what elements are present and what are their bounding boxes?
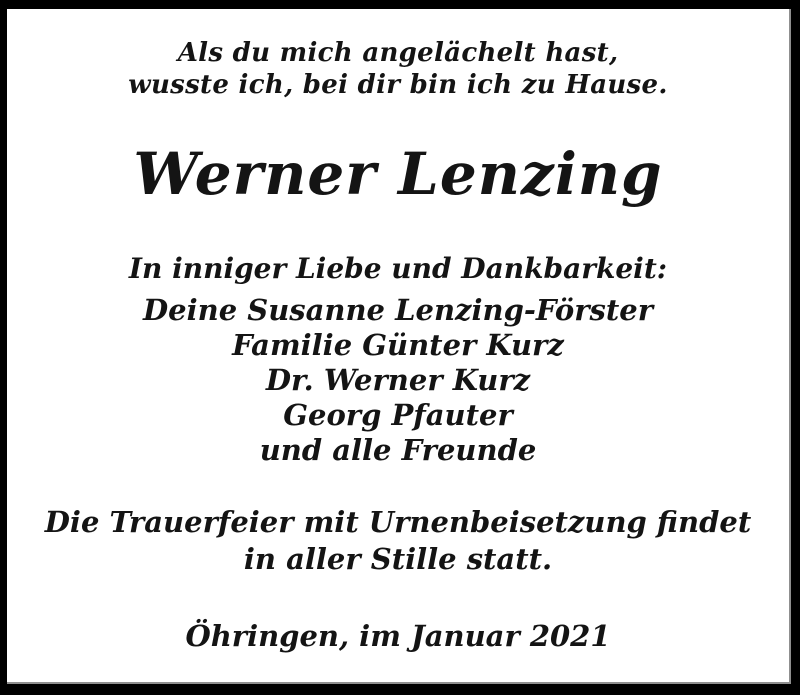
ceremony-notice-line-1: Die Trauerfeier mit Urnenbeisetzung findet bbox=[44, 505, 752, 539]
epigraph-quote-line-1: Als du mich angelächelt hast, bbox=[177, 38, 619, 68]
mourner-item: und alle Freunde bbox=[259, 433, 537, 467]
mourner-item: Georg Pfauter bbox=[283, 398, 513, 432]
mourner-item: Dr. Werner Kurz bbox=[265, 363, 531, 397]
mourner-item: Deine Susanne Lenzing-Förster bbox=[143, 293, 653, 327]
deceased-name: Werner Lenzing bbox=[133, 140, 663, 208]
mourning-intro: In inniger Liebe und Dankbarkeit: bbox=[128, 252, 668, 285]
ceremony-notice bbox=[7, 504, 789, 578]
epigraph-quote bbox=[7, 37, 789, 101]
place-and-date: Öhringen, im Januar 2021 bbox=[185, 619, 611, 653]
mourner-item: Familie Günter Kurz bbox=[232, 328, 564, 362]
mourners-list bbox=[7, 293, 789, 468]
epigraph-quote-line-2: wusste ich, bei dir bin ich zu Hause. bbox=[128, 70, 668, 100]
obituary-card bbox=[7, 9, 791, 684]
ceremony-notice-line-2: in aller Stille statt. bbox=[243, 542, 553, 576]
